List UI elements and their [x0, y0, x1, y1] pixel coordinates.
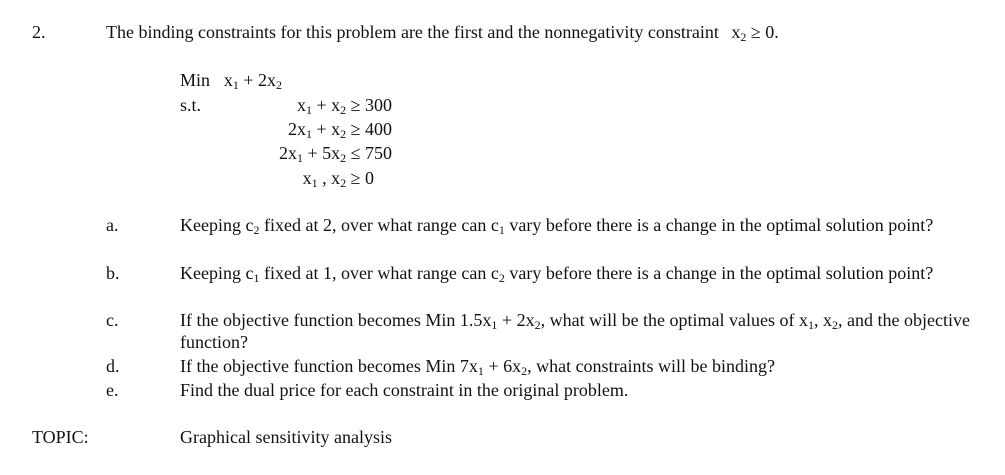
intro-text: The binding constraints for this problem are the first and the nonnegativity constraint [106, 22, 719, 42]
objective-expression: $x_1 + 2x_2$ [223, 70, 282, 92]
nonnegativity-constraint: $x_1$ , $x_2 \ge 0$ [302, 168, 374, 190]
st-label: s.t. [180, 95, 202, 115]
problem-intro [106, 21, 779, 43]
intro-relation: ≥ 0. [746, 22, 779, 42]
min-label: Min [180, 70, 211, 90]
part-c-text: If the objective function becomes Min $1.5x_1 + 2x_2$, what will be the optimal values of $x_1$, $x_2$, and the objective function? [180, 310, 970, 352]
topic-label: TOPIC: [32, 427, 89, 447]
part-d-text: If the objective function becomes Min $7x_1 + 6x_2$, what constraints will be binding? [180, 356, 776, 378]
constraint-1: $x_1 + x_2 \ge 300$ [296, 95, 392, 117]
part-d-letter: d. [106, 356, 120, 376]
part-e-text: Find the dual price for each constraint in the original problem. [180, 380, 629, 400]
intro-var: x [731, 22, 741, 42]
intro-sub: 2 [740, 30, 747, 44]
part-a-letter: a. [106, 215, 119, 235]
constraint-3: $2x_1 + 5x_2 \le 750$ [278, 143, 392, 165]
part-a-text: Keeping $c_2$ fixed at 2, over what range can $c_1$ vary before there is a change in the optimal solution point? [180, 215, 934, 237]
topic-value: Graphical sensitivity analysis [180, 427, 392, 447]
constraint-2: $2x_1 + x_2 \ge 400$ [287, 119, 392, 141]
part-b-letter: b. [106, 263, 120, 283]
part-e-letter: e. [106, 380, 119, 400]
part-c-letter: c. [106, 310, 119, 330]
part-b-text: Keeping $c_1$ fixed at 1, over what range can $c_2$ vary before there is a change in the optimal solution point? [180, 263, 934, 285]
problem-number: 2. [32, 22, 46, 42]
